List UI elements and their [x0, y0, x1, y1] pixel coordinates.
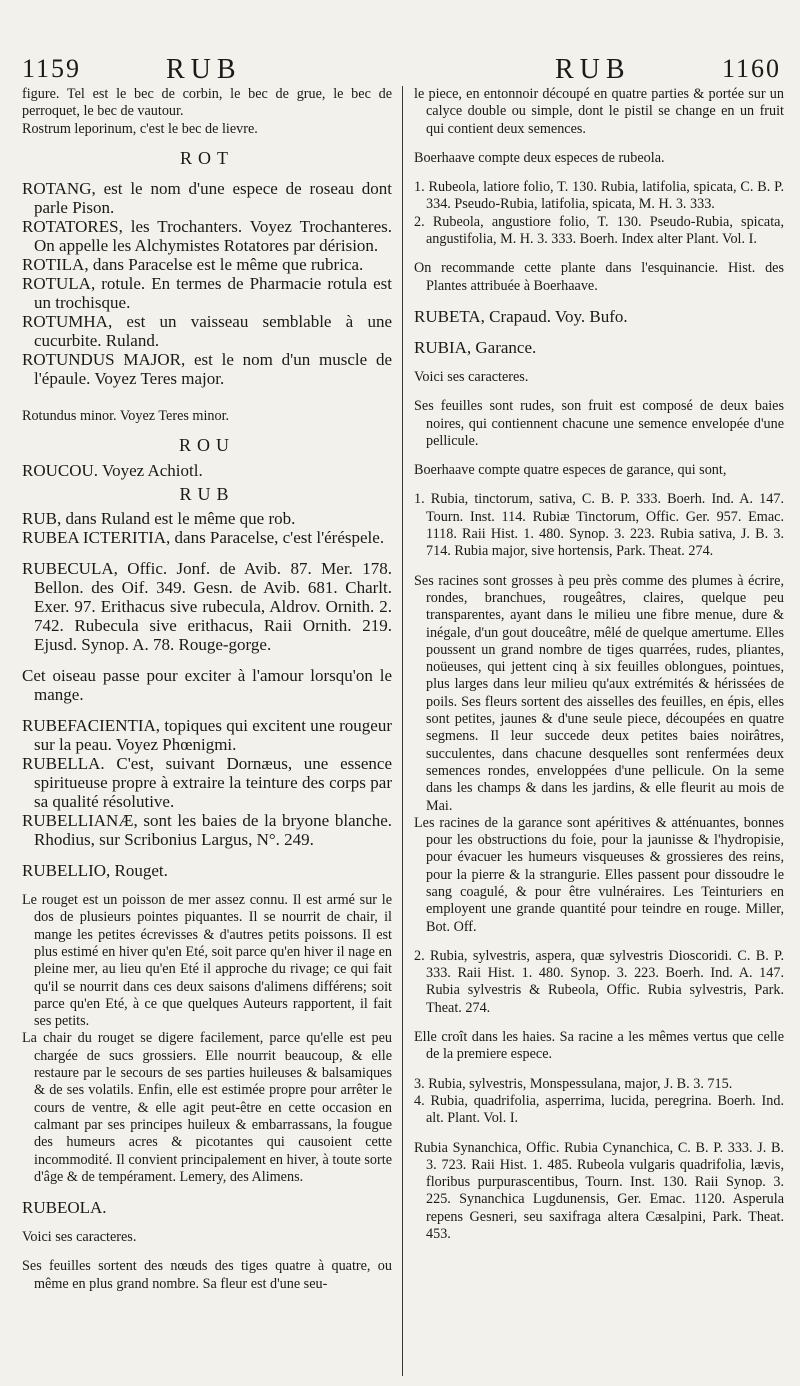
- right-column: [414, 86, 784, 1243]
- species-item: 3. Rubia, sylvestris, Monspessulana, major, J. B. 3. 715.: [414, 1075, 733, 1092]
- species-item: 1. Rubeola, latiore folio, T. 130. Rubia, latifolia, spicata, C. B. P. 334. Pseudo-Rubia, latifolia, spicata, M. H. 3. 333.: [414, 179, 784, 213]
- entry-rubeola: RUBEOLA.: [22, 1198, 107, 1218]
- entry-rubella: RUBELLA. C'est, suivant Dornæus, une essence spiritueuse propre à extraire la teinture des corps par sa qualité résolutive.: [22, 754, 392, 812]
- entry-rubeta: RUBETA, Crapaud. Voy. Bufo.: [414, 306, 628, 326]
- entry-rub: RUB, dans Ruland est le même que rob.: [22, 509, 296, 529]
- entry-rubefacientia: RUBEFACIENTIA, topiques qui excitent une rougeur sur la peau. Voyez Phœnigmi.: [22, 716, 392, 755]
- entry-rotila: ROTILA, dans Paracelse est le même que rubrica.: [22, 255, 364, 275]
- entry-text: Rostrum leporinum, c'est le bec de lievre.: [22, 120, 258, 137]
- entry-roucou: ROUCOU. Voyez Achiotl.: [22, 460, 203, 480]
- entry-rotatores: ROTATORES, les Trochanters. Voyez Trochanteres. On appelle les Alchymistes Rotatores par dérision.: [22, 217, 392, 256]
- entry-rubellianae: RUBELLIANÆ, sont les baies de la bryone blanche. Rhodius, sur Scribonius Largus, N°. 249.: [22, 811, 392, 850]
- entry-rubellio: RUBELLIO, Rouget.: [22, 861, 168, 881]
- entry-text: Boerhaave compte quatre especes de garance, qui sont,: [414, 462, 727, 479]
- entry-text: Elle croît dans les haies. Sa racine a les mêmes vertus que celle de la premiere espece.: [414, 1029, 784, 1063]
- entry-text: Les racines de la garance sont apéritives & atténuantes, bonnes pour les obstructions du foie, pour la jaunisse & l'hydropisie, pour évacuer les humeurs visqueuses & grossieres des reins, pour la pierre & la strangurie. Elles passent pour dissoudre le sang coagulé, & pour être vulnéraires. Les Teinturiers en employent une grande quantité pour teindre en rouge. Miller, Bot. Off.: [414, 814, 784, 935]
- entry-text: Ses racines sont grosses à peu près comme des plumes à écrire, rondes, branchues, rougeâtres, claires, quelque peu transparentes, ayant dans le milieu une fibre menue, dure & inégale, d'un gout douceâtre, mêlé de quelque amertume. Elles poussent un grand nombre de tiges quarrées, rudes, pliantes, noüeuses, qui jettent cinq à six feuilles oblongues, pointues, plus larges dans leur milieu qu'aux extrémités & hérissées de poils. Ses fleurs sortent des aisselles des feuilles, en épis, elles sont petites, jaunes & d'une seule piece, découpées en quatre segmens. Il leur succede deux petites baies noirâtres, succulentes, dans chacune desquelles sont renfermées deux semences rondes, enveloppées d'une pellicule. On la seme dans les champs & dans les jardins, & elle fleurit au mois de Mai.: [414, 572, 784, 814]
- entry-text: Le rouget est un poisson de mer assez connu. Il est armé sur le dos de plusieurs pointes piquantes. Il se nourrit de chair, il mange les petites écrevisses & d'autres petits poissons. Il est plus estimé en hiver qu'en Eté, soit parce qu'en hiver il nage en pleine mer, au lieu qu'en Eté il approche du rivage; ce qui fait qu'il se nourrit dans ces deux saisons d'alimens différens; soit parce qu'en Eté, à ce que quelques Auteurs rapportent, il fait ses petits.: [22, 892, 392, 1030]
- entry-text: Voici ses caracteres.: [414, 368, 529, 385]
- entry-text: Rubia Synanchica, Offic. Rubia Cynanchica, C. B. P. 333. J. B. 3. 723. Raii Hist. 1. 485. Rubeola vulgaris quadrifolia, lævis, floribus purpurascentibus, Tourn. Inst. 130. Raii Synop. 3. 225. Synanchica Lugdunensis, Ger. Emac. 1120. Asperula repens Gesneri, seu saxifraga altera Cæsalpini, Park. Theat. 453.: [414, 1139, 784, 1243]
- page-number-right: 1160: [722, 54, 782, 83]
- section-heading-rub: RUB: [179, 483, 235, 504]
- entry-rotundus-major: ROTUNDUS MAJOR, est le nom d'un muscle de l'épaule. Voyez Teres major.: [22, 350, 392, 389]
- species-item: 4. Rubia, quadrifolia, asperrima, lucida, peregrina. Boerh. Ind. alt. Plant. Vol. I.: [414, 1092, 784, 1127]
- entry-text: Cet oiseau passe pour exciter à l'amour lorsqu'on le mange.: [22, 666, 392, 705]
- running-head-left: RUB: [166, 54, 242, 85]
- section-heading-rot: ROT: [180, 147, 234, 168]
- species-item: 2. Rubia, sylvestris, aspera, quæ sylvestris Dioscoridi. C. B. P. 333. Raii Hist. 1. 480. Synop. 3. 223. Boerh. Ind. A. 147. Rubia sylvestris & Rubeola, Offic. Rubia sylvestris, Park. Theat. 274.: [414, 947, 784, 1016]
- entry-rubia: RUBIA, Garance.: [414, 337, 537, 357]
- entry-text: La chair du rouget se digere facilement, parce qu'elle est peu chargée de sucs grossiers. Elle nourrit beaucoup, & elle restaure par le secours de ses parties huileuses & balsamiques & de ses volatils. Enfin, elle est estimée propre pour arrêter le cours de ventre, & elle agit peut-être en cette occasion en calmant par ses principes huileux & embarrassans, la fougue des humeurs acres & picotantes qui causoient cette incommodité. Il convient principalement en hiver, à toute sorte d'âge & de tempérament. Lemery, des Alimens.: [22, 1030, 392, 1185]
- entry-rotumha: ROTUMHA, est un vaisseau semblable à une cucurbite. Ruland.: [22, 312, 392, 351]
- left-column: [22, 86, 392, 1293]
- entry-text: figure. Tel est le bec de corbin, le bec de grue, le bec de perroquet, le bec de vautour.: [22, 86, 392, 120]
- entry-text: Ses feuilles sortent des nœuds des tiges quatre à quatre, ou même en plus grand nombre. Sa fleur est d'une seu-: [22, 1258, 392, 1292]
- page-number-left: 1159: [22, 54, 82, 83]
- entry-text: Boerhaave compte deux especes de rubeola.: [414, 149, 665, 166]
- entry-text: le piece, en entonnoir découpé en quatre parties & portée sur un calyce double ou simple, dont le pistil se change en un fruit qui contient deux semences.: [414, 86, 784, 137]
- entry-text: Voici ses caracteres.: [22, 1229, 137, 1246]
- running-head-right: RUB: [555, 54, 631, 85]
- entry-text: Ses feuilles sont rudes, son fruit est composé de deux baies noires, qui contiennent chacune une semence envelopée d'une pellicule.: [414, 398, 784, 449]
- entry-rotundus-minor: Rotundus minor. Voyez Teres minor.: [22, 408, 230, 425]
- entry-rotula: ROTULA, rotule. En termes de Pharmacie rotula est un trochisque.: [22, 274, 392, 313]
- section-heading-rou: ROU: [178, 435, 235, 456]
- species-item: 2. Rubeola, angustiore folio, T. 130. Pseudo-Rubia, spicata, angustifolia, M. H. 3. 333. Boerh. Index alter Plant. Vol. I.: [414, 213, 784, 248]
- entry-rubea: RUBEA ICTERITIA, dans Paracelse, c'est l'éréspele.: [22, 528, 385, 548]
- entry-rotang: ROTANG, est le nom d'une espece de roseau dont parle Pison.: [22, 179, 392, 218]
- entry-text: On recommande cette plante dans l'esquinancie. Hist. des Plantes attribuée à Boerhaave.: [414, 260, 784, 294]
- entry-rubecula: RUBECULA, Offic. Jonf. de Avib. 87. Mer. 178. Bellon. des Oif. 349. Gesn. de Avib. 681. Charlt. Exer. 97. Erithacus sive rubecula, Aldrov. Ornith. 2. 742. Rubecula sive erithacus, Raii Ornith. 219. Ejusd. Synop. A. 78. Rouge-gorge.: [22, 559, 392, 655]
- column-divider: [402, 86, 403, 1376]
- species-item: 1. Rubia, tinctorum, sativa, C. B. P. 333. Boerh. Ind. A. 147. Tourn. Inst. 114. Rubiæ Tinctorum, Offic. Ger. 957. Emac. 1118. Raii Hist. 1. 480. Synop. 3. 223. Rubia sativa, J. B. 3. 714. Rubia major, sive hortensis, Park. Theat. 274.: [414, 491, 784, 560]
